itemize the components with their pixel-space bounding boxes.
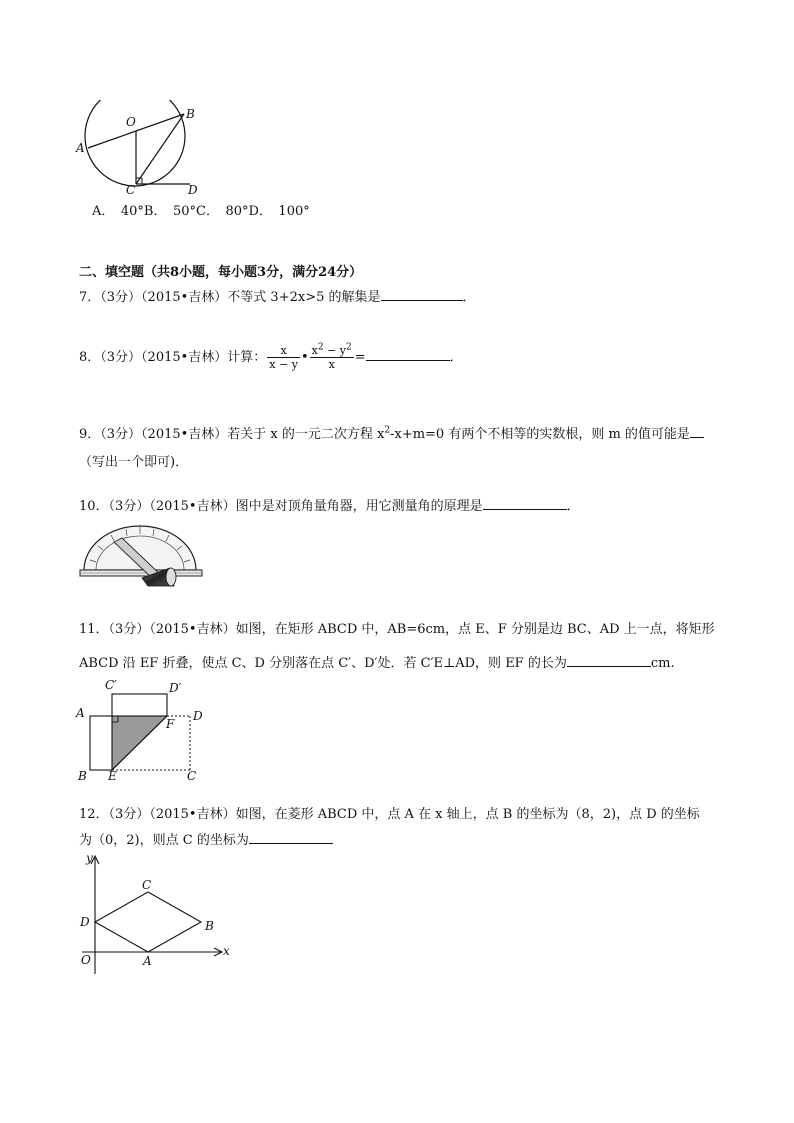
q11-line1: 11．（3分）（2015•吉林）如图，在矩形 ABCD 中，AB=6cm，点 E、F 分别是边 BC、AD 上一点，将矩形: [79, 622, 715, 637]
q10-text: 10．（3分）（2015•吉林）图中是对顶角量角器，用它测量角的原理是: [79, 499, 483, 514]
q6-options: A． 40°B． 50°C． 80°D． 100°: [92, 204, 310, 219]
q9-text-a: 9．（3分）（2015•吉林）若关于 x 的一元二次方程 x: [79, 427, 385, 442]
q8-frac1-den: x − y: [269, 358, 298, 371]
q12-text: 为（0，2)，则点 C 的坐标为: [79, 833, 249, 848]
q7-text: 7．（3分）（2015•吉林）不等式 3+2x>5 的解集是: [79, 290, 381, 305]
label-b: B: [78, 769, 87, 783]
q8-answer-blank[interactable]: [366, 347, 450, 361]
q9-answer-blank[interactable]: [690, 424, 704, 438]
segment-cb: [136, 114, 184, 184]
q8-frac2-num-x: x: [311, 344, 318, 357]
q8-prefix: 8．（3分）（2015•吉林）计算：: [79, 350, 267, 365]
q8: [79, 338, 463, 378]
label-d-prime: D′: [169, 681, 182, 695]
q8-eq: =: [354, 350, 366, 365]
label-a: A: [143, 954, 152, 968]
label-e: E: [108, 769, 117, 783]
q8-end: ．: [449, 350, 463, 365]
q7: [79, 287, 476, 306]
folded-rectangle-figure: [85, 688, 195, 778]
label-d: D: [193, 709, 203, 723]
q10-answer-blank[interactable]: [483, 496, 567, 510]
q8-frac2-num: [310, 344, 354, 358]
q8-fraction-2: [310, 344, 354, 371]
label-a: A: [76, 141, 85, 155]
q8-frac2-num-exp2: 2: [346, 342, 352, 353]
q12-line2: [79, 830, 333, 849]
q8-frac2-num-y: − y: [323, 344, 346, 357]
label-c-prime: C′: [105, 678, 117, 692]
section2-header: 二、填空题（共8小题，每小题3分，满分24分）: [79, 265, 363, 280]
q10: [79, 496, 580, 515]
label-y: y: [86, 851, 93, 865]
q11-text: ABCD 沿 EF 折叠，使点 C、D 分别落在点 C′、D′处．若 C′E⊥AD，则 EF 的长为: [79, 656, 567, 671]
q9-exp: 2: [384, 425, 391, 436]
label-d: D: [80, 915, 90, 929]
label-o: O: [81, 953, 91, 967]
q12-answer-blank[interactable]: [249, 830, 333, 844]
label-a: A: [76, 706, 85, 720]
label-b: B: [205, 919, 214, 933]
label-b: B: [186, 107, 195, 121]
q7-answer-blank[interactable]: [381, 287, 463, 301]
label-o: O: [126, 115, 136, 129]
q9-line1: [79, 424, 704, 443]
q8-fraction-1: [267, 344, 300, 371]
q11-unit: cm.: [650, 656, 675, 671]
label-c: C: [187, 769, 197, 783]
label-x: x: [223, 944, 230, 958]
q9-line2: （写出一个即可)．: [79, 455, 189, 470]
label-c: C: [126, 183, 136, 197]
label-c: C: [142, 878, 152, 892]
q11-line2: [79, 653, 675, 672]
q8-frac2-num-exp1: 2: [317, 342, 324, 353]
q12-line1: 12．（3分）（2015•吉林）如图，在菱形 ABCD 中，点 A 在 x 轴上，点 B 的坐标为（8，2)，点 D 的坐标: [79, 807, 700, 822]
q7-end: ．: [462, 290, 476, 305]
q11-answer-blank[interactable]: [567, 653, 651, 667]
q8-dot: •: [300, 350, 309, 365]
circle: [85, 100, 185, 186]
q8-frac2-den: x: [328, 358, 335, 371]
folded-rect-top: [112, 694, 167, 716]
q10-end: ．: [566, 499, 580, 514]
q8-frac1-num: x: [267, 344, 300, 358]
label-f: F: [166, 717, 175, 731]
rect-left-part: [90, 716, 112, 770]
label-d: D: [188, 183, 198, 197]
q9-text-b: -x+m=0 有两个不相等的实数根，则 m 的值可能是: [390, 427, 690, 442]
rhombus-figure: [80, 852, 230, 977]
protractor-image: [78, 520, 204, 596]
rhombus: [95, 892, 201, 952]
